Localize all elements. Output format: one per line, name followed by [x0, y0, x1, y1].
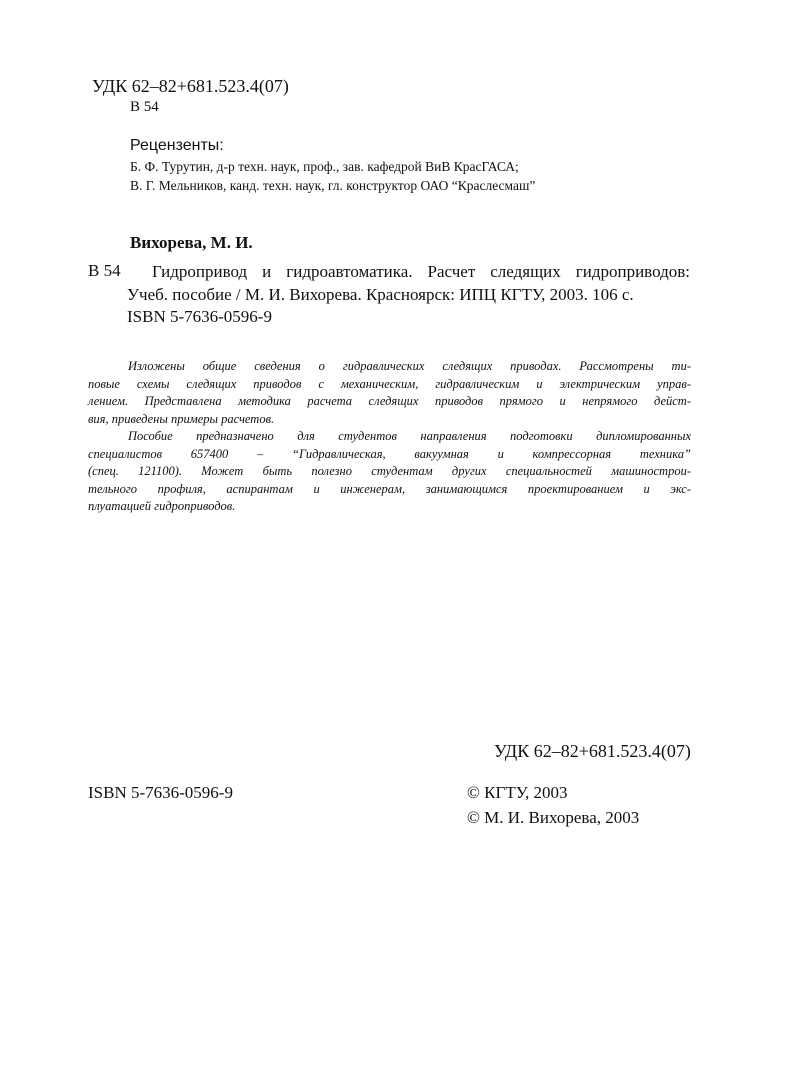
annotation	[88, 358, 691, 516]
annotation-line: (спец. 121100). Может быть полезно студентам других специальностей машинострои-	[88, 464, 691, 478]
annotation-line: повые схемы следящих приводов с механическим, гидравлическим и электрическим управ-	[88, 376, 691, 391]
annotation-line: плуатацией гидроприводов.	[88, 499, 236, 513]
bibliographic-author: Вихорева, М. И.	[130, 233, 253, 252]
annotation-paragraph	[88, 358, 691, 376]
annotation-line: тельного профиля, аспирантам и инженерам, занимающимся проектированием и экс-	[88, 481, 691, 496]
udk-code-top: УДК 62–82+681.523.4(07)	[92, 76, 289, 96]
annotation-line: Изложены общие сведения о гидравлических следящих приводах. Рассмотрены ти-	[128, 359, 691, 373]
reviewer-item: Б. Ф. Турутин, д-р техн. наук, проф., зав. кафедрой ВиВ КрасГАСА;	[130, 159, 519, 174]
udk-code-bottom: УДК 62–82+681.523.4(07)	[494, 741, 691, 761]
bbk-code-top: В 54	[130, 99, 159, 115]
copyright-author: © М. И. Вихорева, 2003	[467, 808, 640, 827]
annotation-paragraph	[88, 428, 691, 446]
copyright-publisher: © КГТУ, 2003	[467, 783, 568, 802]
bibliographic-code: В 54	[88, 261, 121, 280]
isbn-line: ISBN 5-7636-0596-9	[127, 307, 272, 326]
isbn-bottom: ISBN 5-7636-0596-9	[88, 783, 233, 802]
annotation-line: Пособие предназначено для студентов направления подготовки дипломированных	[128, 429, 691, 443]
reviewer-item: В. Г. Мельников, канд. техн. наук, гл. конструктор ОАО “Краслесмаш”	[130, 178, 536, 193]
bibliographic-line: Учеб. пособие / М. И. Вихорева. Красноярск: ИПЦ КГТУ, 2003. 106 с.	[127, 284, 634, 304]
bibliographic-description	[127, 261, 690, 329]
annotation-line: специалистов 657400 – “Гидравлическая, вакуумная и компрессорная техника”	[88, 446, 691, 461]
annotation-line: вия, приведены примеры расчетов.	[88, 411, 275, 426]
annotation-line: лением. Представлена методика расчета следящих приводов прямого и непрямого дейст-	[88, 394, 691, 408]
bibliographic-line: Гидропривод и гидроавтоматика. Расчет следящих гидроприводов:	[152, 262, 690, 281]
reviewers-title: Рецензенты:	[130, 137, 224, 154]
